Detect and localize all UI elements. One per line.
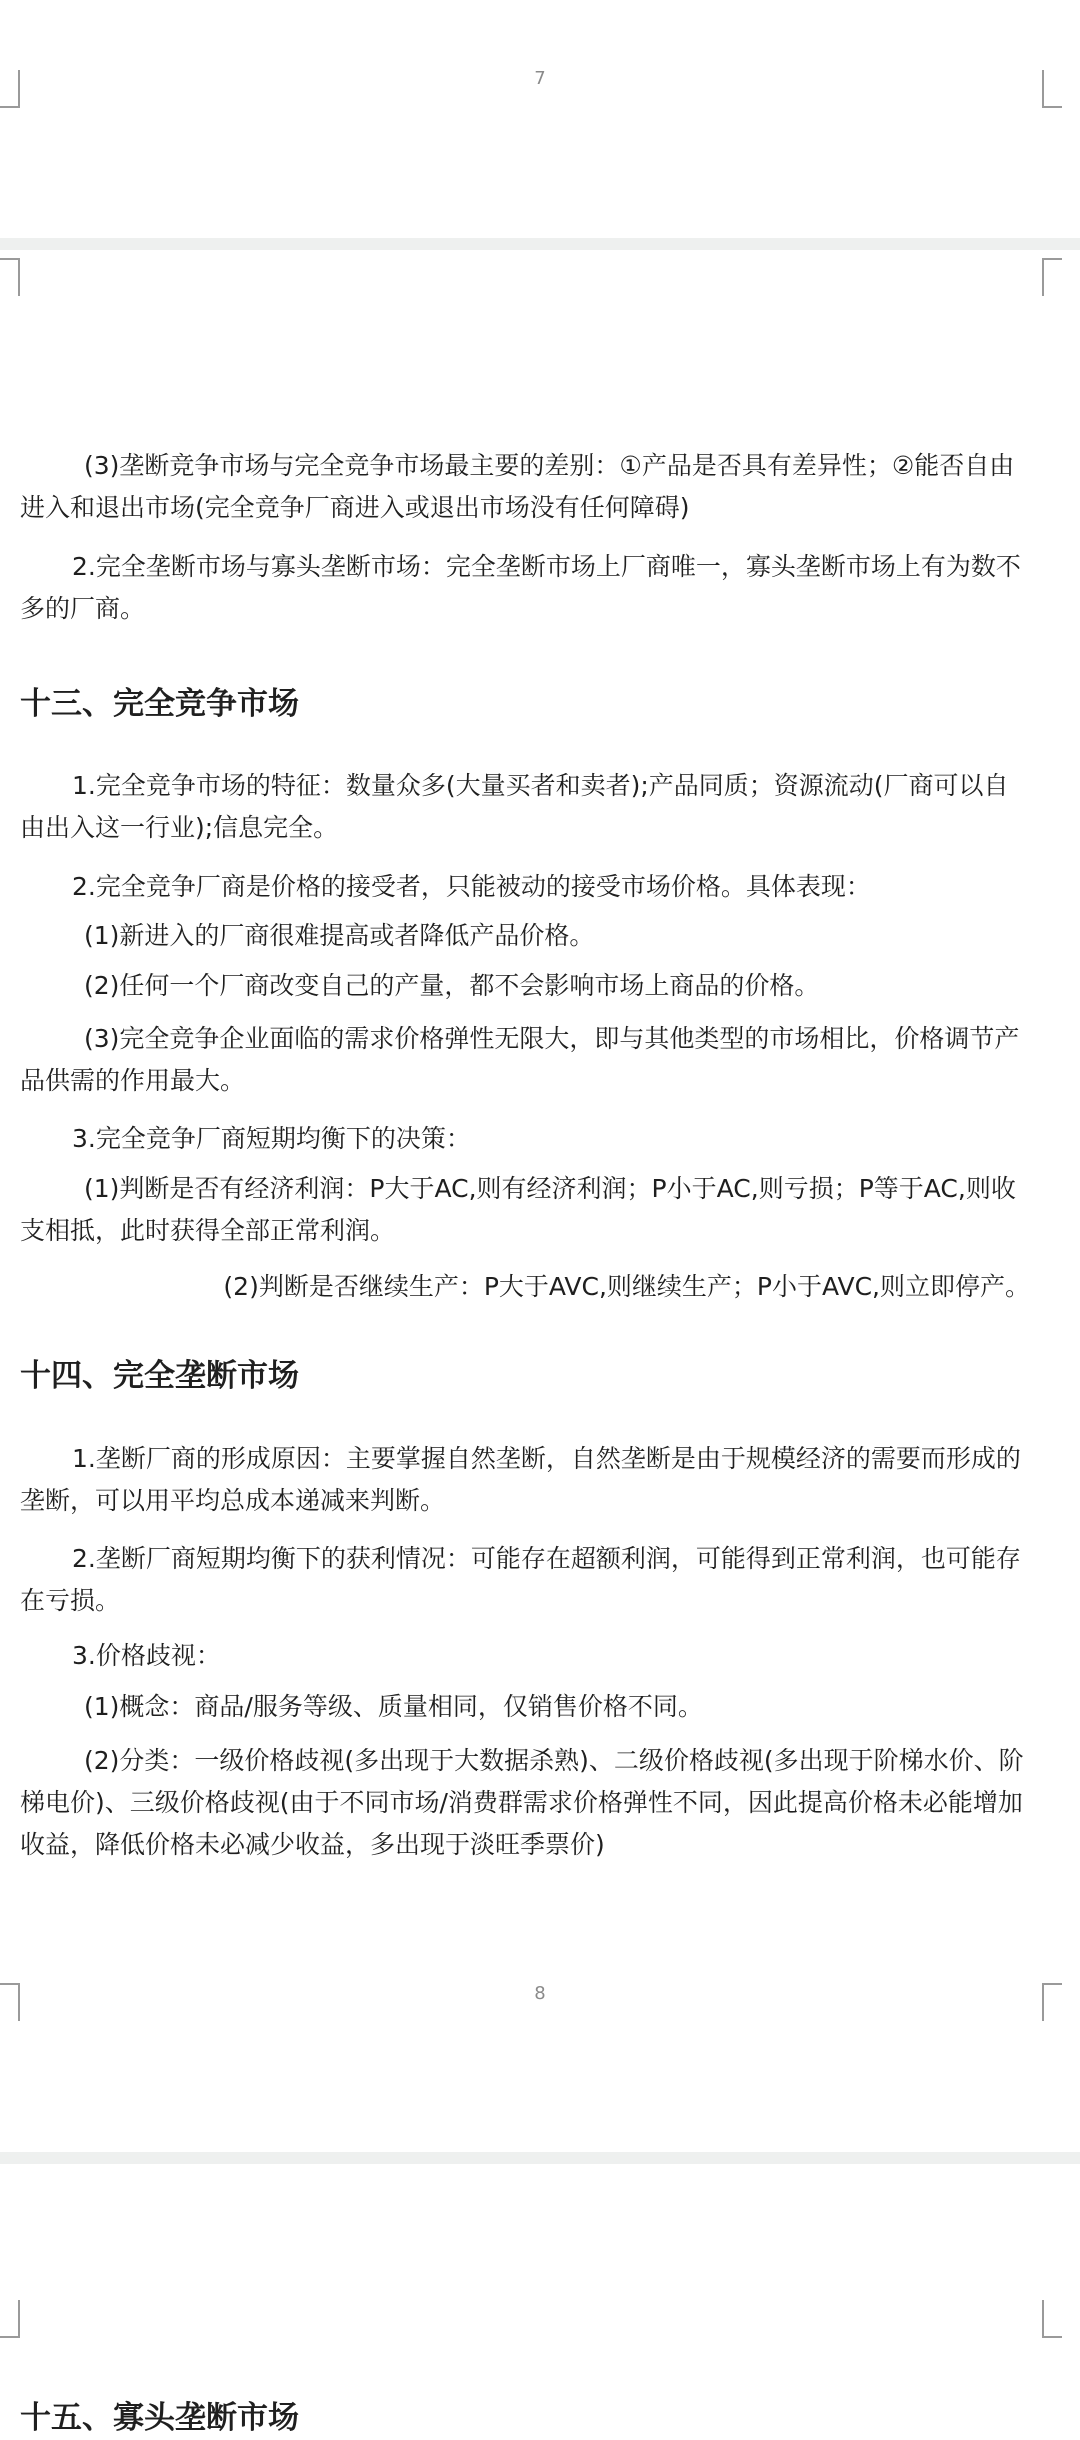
section-heading: 十三、完全竞争市场	[20, 686, 299, 722]
paragraph: (1)概念：商品/服务等级、质量相同，仅销售价格不同。	[84, 1692, 703, 1721]
page-corner-mark	[1042, 2300, 1062, 2338]
paragraph: (2)任何一个厂商改变自己的产量，都不会影响市场上商品的价格。	[84, 971, 820, 1000]
page-separator	[0, 2152, 1080, 2164]
paragraph: 3.价格歧视：	[72, 1641, 221, 1670]
page-corner-mark	[1042, 258, 1062, 296]
paragraph: (1)新进入的厂商很难提高或者降低产品价格。	[84, 921, 595, 950]
section-heading: 十四、完全垄断市场	[20, 1358, 299, 1394]
paragraph: 2.完全垄断市场与寡头垄断市场：完全垄断市场上厂商唯一，寡头垄断市场上有为数不多的厂商。	[20, 552, 1021, 623]
paragraph: 2.完全竞争厂商是价格的接受者，只能被动的接受市场价格。具体表现：	[72, 872, 871, 901]
paragraph: 3.完全竞争厂商短期均衡下的决策：	[72, 1124, 471, 1153]
page-separator	[0, 238, 1080, 250]
page-number: 8	[534, 1983, 546, 2004]
paragraph: (2)判断是否继续生产：P大于AVC,则继续生产；P小于AVC,则立即停产。	[223, 1272, 1030, 1301]
paragraph: 1.垄断厂商的形成原因：主要掌握自然垄断，自然垄断是由于规模经济的需要而形成的垄断，可以用平均总成本递减来判断。	[20, 1444, 1021, 1515]
paragraph: (3)完全竞争企业面临的需求价格弹性无限大，即与其他类型的市场相比，价格调节产品供需的作用最大。	[20, 1024, 1020, 1095]
paragraph: 2.垄断厂商短期均衡下的获利情况：可能存在超额利润，可能得到正常利润，也可能存在亏损。	[20, 1544, 1021, 1615]
page-number: 7	[534, 68, 546, 89]
paragraph: 1.完全竞争市场的特征：数量众多(大量买者和卖者);产品同质；资源流动(厂商可以自由出入这一行业);信息完全。	[20, 771, 1009, 842]
paragraph: (2)分类：一级价格歧视(多出现于大数据杀熟)、二级价格歧视(多出现于阶梯水价、阶梯电价)、三级价格歧视(由于不同市场/消费群需求价格弹性不同，因此提高价格未必能增加收益，降低价格未必减少收益，多出现于淡旺季票价)	[20, 1746, 1024, 1859]
paragraph: (1)判断是否有经济利润：P大于AC,则有经济利润；P小于AC,则亏损；P等于AC,则收支相抵，此时获得全部正常利润。	[20, 1174, 1016, 1245]
section-heading: 十五、寡头垄断市场	[20, 2400, 299, 2436]
paragraph: (3)垄断竞争市场与完全竞争市场最主要的差别：①产品是否具有差异性；②能否自由进入和退出市场(完全竞争厂商进入或退出市场没有任何障碍)	[20, 451, 1015, 522]
page-corner-mark	[0, 258, 20, 296]
page-corner-mark	[0, 2300, 20, 2338]
